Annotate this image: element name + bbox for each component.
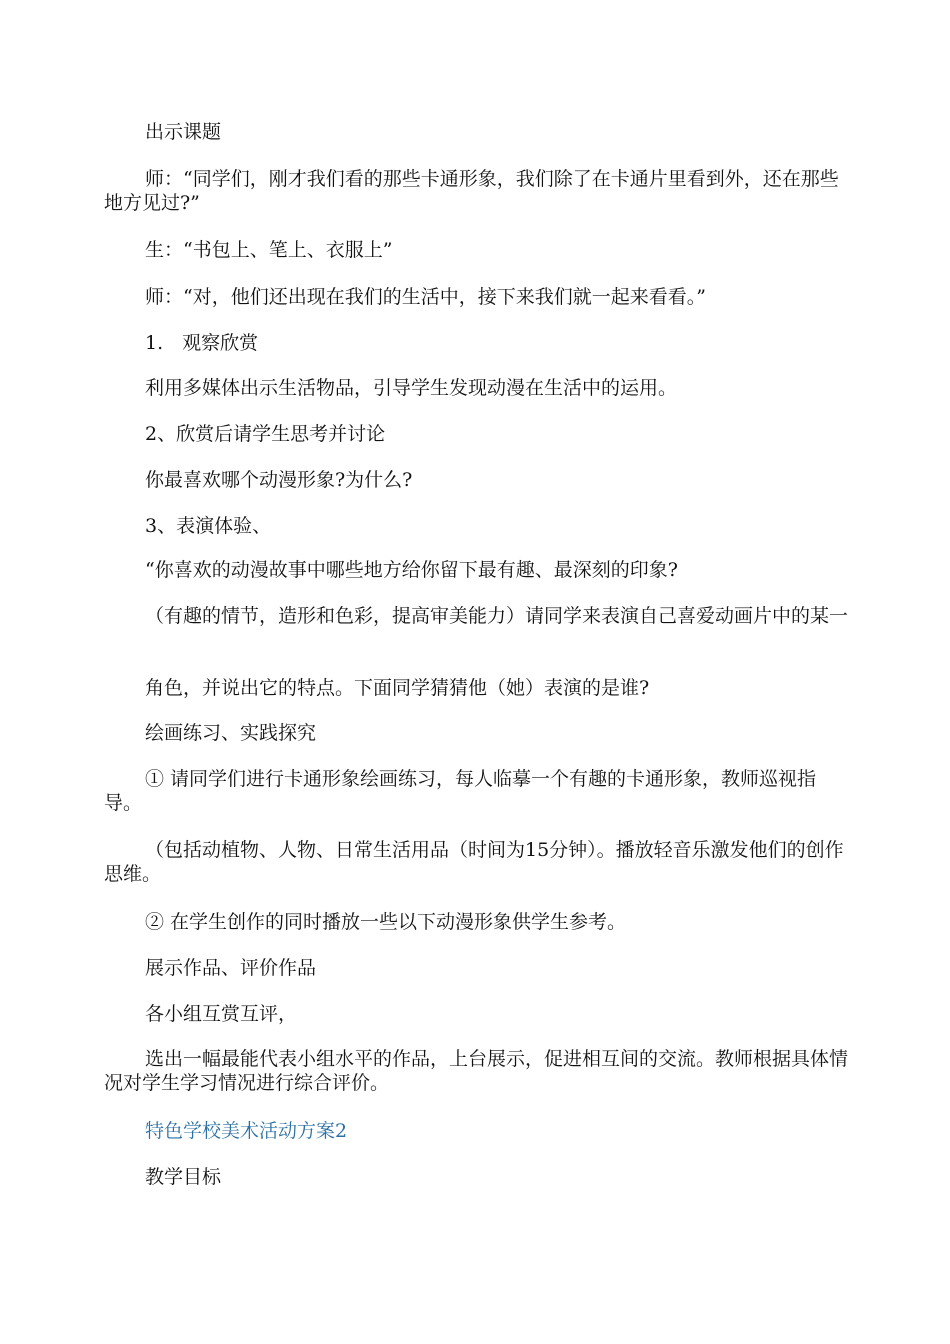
paragraph-group-review: 各小组互赏互评， xyxy=(145,1003,298,1025)
paragraph-teaching-goals: 教学目标 xyxy=(145,1166,222,1188)
paragraph-teacher-question: 师：“同学们，刚才我们看的那些卡通形象，我们除了在卡通片里看到外，还在那些地方见过?” xyxy=(104,168,839,214)
paragraph-step-discuss: 2、欣赏后请学生思考并讨论 xyxy=(145,423,386,445)
paragraph-play-references: ② 在学生创作的同时播放一些以下动漫形象供学生参考。 xyxy=(145,911,627,933)
paragraph-topic: 出示课题 xyxy=(145,121,222,143)
paragraph-teacher-reply: 师：“对，他们还出现在我们的生活中，接下来我们就一起来看看。” xyxy=(145,286,706,308)
paragraph-select-work: 选出一幅最能代表小组水平的作品，上台展示，促进相互间的交流。教师根据具体情况对学生学习情况进行综合评价。 xyxy=(104,1048,849,1094)
paragraph-drawing-content: （包括动植物、人物、日常生活用品（时间为15分钟）。播放轻音乐激发他们的创作思维。 xyxy=(104,839,844,885)
paragraph-copy-cartoon: ① 请同学们进行卡通形象绘画练习，每人临摹一个有趣的卡通形象，教师巡视指导。 xyxy=(104,768,817,814)
paragraph-favorite-question: 你最喜欢哪个动漫形象?为什么? xyxy=(145,469,413,491)
section-heading-plan-2: 特色学校美术活动方案2 xyxy=(145,1120,348,1142)
paragraph-step-perform: 3、表演体验、 xyxy=(145,515,272,537)
paragraph-drawing-practice: 绘画练习、实践探究 xyxy=(145,722,317,744)
paragraph-multimedia: 利用多媒体出示生活物品，引导学生发现动漫在生活中的运用。 xyxy=(145,377,678,399)
paragraph-guess-role: 角色，并说出它的特点。下面同学猜猜他（她）表演的是谁? xyxy=(145,677,650,699)
paragraph-student-answer: 生：“书包上、笔上、衣服上” xyxy=(145,239,393,261)
paragraph-impression-question: “你喜欢的动漫故事中哪些地方给你留下最有趣、最深刻的印象? xyxy=(145,559,678,581)
paragraph-step-observe: 1. 观察欣赏 xyxy=(145,332,259,354)
paragraph-perform-role: （有趣的情节，造形和色彩，提高审美能力）请同学来表演自己喜爱动画片中的某一 xyxy=(145,605,849,627)
paragraph-show-evaluate: 展示作品、评价作品 xyxy=(145,957,317,979)
